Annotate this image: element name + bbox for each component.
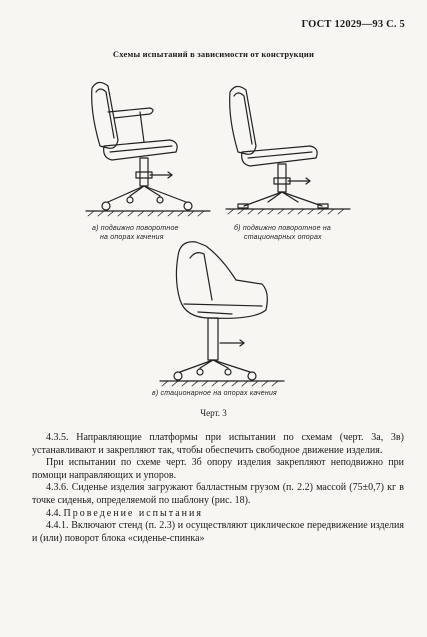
- section-heading-4-4: 4.4. Проведение испытания: [46, 507, 203, 519]
- page-header: ГОСТ 12029—93 С. 5: [301, 19, 405, 30]
- section-title: Схемы испытаний в зависимости от конструкции: [112, 49, 315, 59]
- caption-b: б) подвижно поворотное на стационарных опорах: [234, 225, 331, 241]
- paragraph-4-3-6: 4.3.6. Сиденье изделия загружают балластным грузом (п. 2.2) массой (75±0,7) кг в точке сиденья, определяемой по шаблону (рис. 18).: [32, 482, 404, 506]
- body-text: [32, 432, 404, 545]
- chair-b-drawing: [226, 86, 350, 214]
- chair-c-drawing: [160, 242, 284, 386]
- chair-a-drawing: [86, 82, 210, 216]
- figure-label: Черт. 3: [200, 408, 227, 418]
- paragraph-4-3-5-cont: При испытании по схеме черт. 3б опору изделия закрепляют неподвижно при помощи направляющих и упоров.: [32, 457, 404, 481]
- caption-a: а) подвижно поворотное на опорах качения: [92, 225, 179, 241]
- paragraph-4-3-5: 4.3.5. Направляющие платформы при испытании по схемам (черт. 3а, 3в) устанавливают и закрепляют так, чтобы обеспечить свободное движение изделия.: [32, 432, 404, 456]
- paragraph-4-4-1: 4.4.1. Включают стенд (п. 2.3) и осуществляют циклическое передвижение изделия и (или) поворот блока «сиденье-спинка»: [32, 520, 404, 544]
- caption-c: в) стационарное на опорах качения: [152, 390, 277, 397]
